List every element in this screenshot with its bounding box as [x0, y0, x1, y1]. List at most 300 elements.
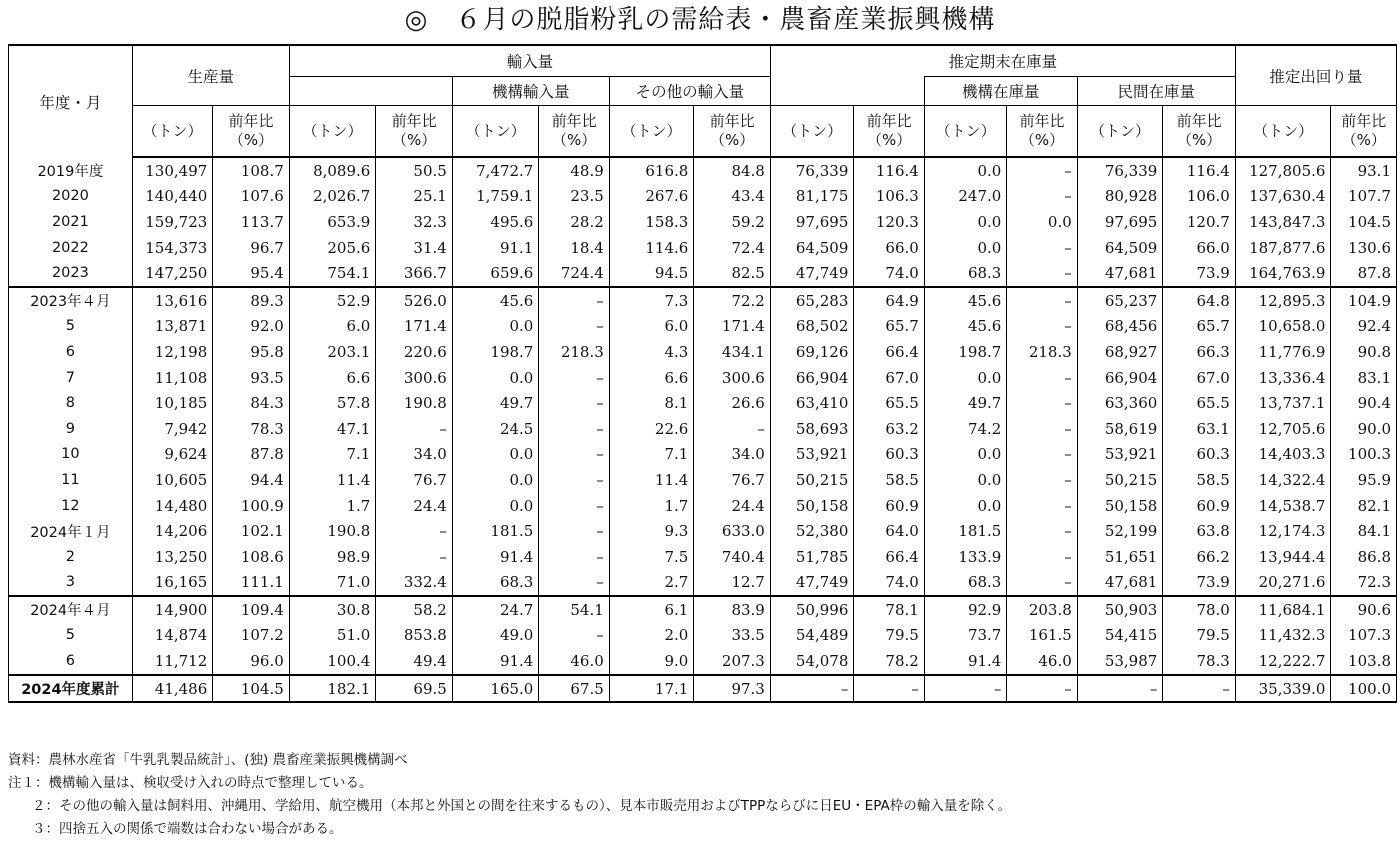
cell-yoy: – [539, 314, 609, 340]
cell-ton: 0.0 [924, 365, 1007, 391]
header-agency-stock: 機構在庫量 [924, 77, 1077, 106]
table-row [9, 339, 1397, 365]
yoy-label: 前年比 [1176, 112, 1222, 130]
cell-ton: 6.1 [609, 596, 694, 623]
table-row [9, 467, 1397, 493]
cell-ton: 50,215 [1077, 467, 1163, 493]
cell-yoy: 58.2 [376, 596, 452, 623]
cell-ton: 91.1 [452, 235, 539, 261]
cell-ton: 91.4 [924, 648, 1007, 675]
cell-ton: 47,749 [770, 570, 854, 597]
cell-yoy: 92.4 [1331, 314, 1397, 340]
header-other-imports: その他の輸入量 [609, 77, 770, 106]
cell-yoy: 104.9 [1331, 287, 1397, 314]
cell-ton: 165.0 [452, 675, 539, 703]
cell-yoy: – [1007, 157, 1077, 184]
cell-ton: 30.8 [289, 596, 376, 623]
row-label: 5 [9, 623, 133, 649]
cell-ton: 0.0 [924, 157, 1007, 184]
cell-ton: 50,215 [770, 467, 854, 493]
cell-yoy: 190.8 [376, 390, 452, 416]
cell-ton: 97,695 [770, 209, 854, 235]
cell-yoy: 63.8 [1163, 518, 1236, 544]
cell-ton: 6.0 [289, 314, 376, 340]
header-est-stock: 推定期末在庫量 [770, 45, 1235, 77]
cell-ton: 98.9 [289, 544, 376, 570]
cell-yoy: 89.3 [213, 287, 290, 314]
unit-yoy [1331, 106, 1397, 158]
cell-yoy: – [1007, 416, 1077, 442]
cell-yoy: 32.3 [376, 209, 452, 235]
cell-ton: 164,763.9 [1235, 260, 1331, 287]
cell-yoy: 82.5 [694, 260, 771, 287]
row-label: 2020 [9, 184, 133, 210]
cell-ton: 68,502 [770, 314, 854, 340]
row-label: 8 [9, 390, 133, 416]
cell-yoy: – [539, 416, 609, 442]
cell-yoy: 111.1 [213, 570, 290, 597]
cell-ton: – [924, 675, 1007, 703]
cell-yoy: 130.6 [1331, 235, 1397, 261]
cell-yoy: – [1007, 365, 1077, 391]
cell-yoy: 72.4 [694, 235, 771, 261]
yoy-label: 前年比 [1341, 112, 1387, 130]
cell-yoy: – [376, 416, 452, 442]
cell-yoy: 78.3 [1163, 648, 1236, 675]
cell-ton: 71.0 [289, 570, 376, 597]
cell-ton: 11,712 [132, 648, 213, 675]
note-source: 資料：農林水産省「牛乳乳製品統計」、(独) 農畜産業振興機構調べ [8, 752, 408, 768]
cell-yoy: 93.5 [213, 365, 290, 391]
cell-yoy: 740.4 [694, 544, 771, 570]
cell-ton: 11,432.3 [1235, 623, 1331, 649]
unit-ton: （トン） [1235, 106, 1331, 158]
cell-ton: 91.4 [452, 648, 539, 675]
cell-ton: 267.6 [609, 184, 694, 210]
cell-ton: 10,185 [132, 390, 213, 416]
cell-yoy: 60.3 [1163, 442, 1236, 468]
cell-yoy: 65.7 [854, 314, 924, 340]
cell-yoy: – [1163, 675, 1236, 703]
cell-ton: 64,509 [1077, 235, 1163, 261]
cell-yoy: 28.2 [539, 209, 609, 235]
header-est-shipments: 推定出回り量 [1235, 45, 1396, 106]
cell-yoy: 100.9 [213, 493, 290, 519]
cell-yoy: – [1007, 544, 1077, 570]
cell-ton: 68.3 [452, 570, 539, 597]
cell-ton: 53,921 [770, 442, 854, 468]
cell-ton: 50,996 [770, 596, 854, 623]
cell-yoy: 74.0 [854, 570, 924, 597]
cell-ton: 0.0 [924, 442, 1007, 468]
cell-ton: 45.6 [924, 287, 1007, 314]
cell-ton: 6.6 [609, 365, 694, 391]
cell-yoy: 171.4 [694, 314, 771, 340]
cell-ton: 68,456 [1077, 314, 1163, 340]
cell-yoy: 58.5 [1163, 467, 1236, 493]
cell-yoy: 78.3 [213, 416, 290, 442]
cell-ton: 181.5 [452, 518, 539, 544]
cell-yoy: 66.3 [1163, 339, 1236, 365]
table-row [9, 235, 1397, 261]
unit-ton: （トン） [452, 106, 539, 158]
row-label: 7 [9, 365, 133, 391]
cell-yoy: – [539, 493, 609, 519]
cell-ton: 1.7 [609, 493, 694, 519]
table-row [9, 544, 1397, 570]
cell-yoy: 66.2 [1163, 544, 1236, 570]
cell-yoy: – [1007, 184, 1077, 210]
cell-yoy: 95.9 [1331, 467, 1397, 493]
yoy-label: 前年比 [551, 112, 597, 130]
cell-yoy: 78.2 [854, 648, 924, 675]
table-row [9, 493, 1397, 519]
cell-ton: 52.9 [289, 287, 376, 314]
cell-yoy: 60.9 [854, 493, 924, 519]
cell-ton: 9.3 [609, 518, 694, 544]
unit-ton: （トン） [1077, 106, 1163, 158]
cell-ton: 76,339 [770, 157, 854, 184]
cell-ton: – [770, 675, 854, 703]
cell-yoy: – [539, 287, 609, 314]
cell-ton: 74.2 [924, 416, 1007, 442]
cell-yoy: 90.8 [1331, 339, 1397, 365]
yoy-label: 前年比 [1019, 112, 1065, 130]
cell-ton: 11,684.1 [1235, 596, 1331, 623]
cell-ton: 7,942 [132, 416, 213, 442]
cell-ton: 203.1 [289, 339, 376, 365]
cell-yoy: 76.7 [376, 467, 452, 493]
cell-yoy: 92.0 [213, 314, 290, 340]
cell-yoy: 46.0 [539, 648, 609, 675]
cell-ton: 53,921 [1077, 442, 1163, 468]
cell-yoy: 50.5 [376, 157, 452, 184]
yoy-unit: （%） [709, 131, 755, 149]
cell-ton: 143,847.3 [1235, 209, 1331, 235]
cell-ton: 159,723 [132, 209, 213, 235]
yoy-label: 前年比 [709, 112, 755, 130]
table-row [9, 675, 1397, 703]
cell-ton: 41,486 [132, 675, 213, 703]
yoy-unit: （%） [551, 131, 597, 149]
cell-yoy: 90.6 [1331, 596, 1397, 623]
cell-ton: 69,126 [770, 339, 854, 365]
cell-yoy: 72.2 [694, 287, 771, 314]
yoy-unit: （%） [391, 131, 437, 149]
cell-ton: 158.3 [609, 209, 694, 235]
cell-ton: 50,903 [1077, 596, 1163, 623]
cell-yoy: 73.9 [1163, 260, 1236, 287]
cell-yoy: – [539, 544, 609, 570]
unit-yoy [854, 106, 924, 158]
cell-yoy: 78.0 [1163, 596, 1236, 623]
cell-yoy: – [539, 467, 609, 493]
cell-yoy: 526.0 [376, 287, 452, 314]
cell-ton: 7.1 [609, 442, 694, 468]
cell-yoy: 12.7 [694, 570, 771, 597]
cell-yoy: 72.3 [1331, 570, 1397, 597]
cell-yoy: 66.0 [854, 235, 924, 261]
cell-ton: 24.7 [452, 596, 539, 623]
cell-ton: 47,681 [1077, 260, 1163, 287]
cell-ton: 54,415 [1077, 623, 1163, 649]
cell-ton: 1.7 [289, 493, 376, 519]
row-label: 9 [9, 416, 133, 442]
cell-ton: 49.0 [452, 623, 539, 649]
cell-yoy: 49.4 [376, 648, 452, 675]
cell-ton: 52,199 [1077, 518, 1163, 544]
row-label: 5 [9, 314, 133, 340]
cell-yoy: – [376, 544, 452, 570]
cell-yoy: 96.7 [213, 235, 290, 261]
cell-yoy: – [1007, 675, 1077, 703]
cell-yoy: 84.3 [213, 390, 290, 416]
cell-yoy: 59.2 [694, 209, 771, 235]
cell-ton: 127,805.6 [1235, 157, 1331, 184]
notes [8, 749, 1011, 841]
row-label: 3 [9, 570, 133, 597]
cell-ton: 17.1 [609, 675, 694, 703]
cell-yoy: 120.3 [854, 209, 924, 235]
cell-yoy: 116.4 [854, 157, 924, 184]
yoy-unit: （%） [1019, 131, 1065, 149]
cell-yoy: 83.9 [694, 596, 771, 623]
cell-yoy: 120.7 [1163, 209, 1236, 235]
cell-ton: 0.0 [452, 314, 539, 340]
table-body [9, 157, 1397, 702]
cell-yoy: 67.0 [854, 365, 924, 391]
cell-ton: 45.6 [452, 287, 539, 314]
cell-ton: 2.0 [609, 623, 694, 649]
cell-ton: 1,759.1 [452, 184, 539, 210]
table-row [9, 209, 1397, 235]
cell-yoy: 100.0 [1331, 675, 1397, 703]
cell-yoy: 66.0 [1163, 235, 1236, 261]
table-row [9, 570, 1397, 597]
cell-yoy: 86.8 [1331, 544, 1397, 570]
cell-yoy: 79.5 [854, 623, 924, 649]
yoy-unit: （%） [228, 131, 274, 149]
cell-yoy: 633.0 [694, 518, 771, 544]
cell-ton: 76,339 [1077, 157, 1163, 184]
cell-ton: 13,944.4 [1235, 544, 1331, 570]
cell-ton: 133.9 [924, 544, 1007, 570]
cell-ton: 616.8 [609, 157, 694, 184]
cell-yoy: – [539, 390, 609, 416]
cell-yoy: 34.0 [694, 442, 771, 468]
cell-ton: 91.4 [452, 544, 539, 570]
cell-yoy: 63.1 [1163, 416, 1236, 442]
cell-ton: 9.0 [609, 648, 694, 675]
cell-yoy: 95.4 [213, 260, 290, 287]
cell-ton: 92.9 [924, 596, 1007, 623]
yoy-label: 前年比 [391, 112, 437, 130]
unit-yoy [376, 106, 452, 158]
unit-ton: （トン） [132, 106, 213, 158]
header-production: 生産量 [132, 45, 289, 106]
cell-ton: 130,497 [132, 157, 213, 184]
cell-yoy: 58.5 [854, 467, 924, 493]
cell-yoy: 97.3 [694, 675, 771, 703]
cell-yoy: 94.4 [213, 467, 290, 493]
unit-ton: （トン） [289, 106, 376, 158]
cell-yoy: 82.1 [1331, 493, 1397, 519]
cell-ton: 65,237 [1077, 287, 1163, 314]
cell-ton: 8,089.6 [289, 157, 376, 184]
cell-yoy: 43.4 [694, 184, 771, 210]
note-2: ２：その他の輸入量は飼料用、沖縄用、学給用、航空機用（本邦と外国との間を往来するもの）、見本市販売用およびTPPならびに日EU・EPA枠の輸入量を除く。 [32, 798, 1011, 814]
cell-yoy: 104.5 [1331, 209, 1397, 235]
cell-yoy: – [1007, 287, 1077, 314]
row-label: 2024年１月 [9, 518, 133, 544]
cell-yoy: 171.4 [376, 314, 452, 340]
cell-yoy: 300.6 [376, 365, 452, 391]
row-label: 11 [9, 467, 133, 493]
cell-ton: 68,927 [1077, 339, 1163, 365]
yoy-unit: （%） [1341, 131, 1386, 149]
cell-ton: 495.6 [452, 209, 539, 235]
cell-ton: 198.7 [452, 339, 539, 365]
cell-ton: 12,198 [132, 339, 213, 365]
cell-yoy: – [1007, 390, 1077, 416]
cell-yoy: 46.0 [1007, 648, 1077, 675]
cell-yoy: – [1007, 235, 1077, 261]
cell-ton: 154,373 [132, 235, 213, 261]
cell-ton: 66,904 [1077, 365, 1163, 391]
cell-ton: 49.7 [924, 390, 1007, 416]
cell-ton: 14,480 [132, 493, 213, 519]
cell-ton: 0.0 [452, 493, 539, 519]
cell-ton: 58,693 [770, 416, 854, 442]
table-row [9, 365, 1397, 391]
cell-ton: 65,283 [770, 287, 854, 314]
cell-yoy: 220.6 [376, 339, 452, 365]
unit-yoy [694, 106, 771, 158]
cell-ton: 10,658.0 [1235, 314, 1331, 340]
cell-yoy: 24.4 [376, 493, 452, 519]
cell-yoy: 48.9 [539, 157, 609, 184]
cell-ton: 11,108 [132, 365, 213, 391]
cell-yoy: 93.1 [1331, 157, 1397, 184]
cell-ton: 7.3 [609, 287, 694, 314]
cell-ton: 653.9 [289, 209, 376, 235]
table-row [9, 390, 1397, 416]
cell-ton: 13,616 [132, 287, 213, 314]
cell-yoy: – [539, 365, 609, 391]
cell-ton: 35,339.0 [1235, 675, 1331, 703]
cell-ton: 14,206 [132, 518, 213, 544]
table-row [9, 287, 1397, 314]
cell-ton: 57.8 [289, 390, 376, 416]
cell-ton: 100.4 [289, 648, 376, 675]
unit-ton: （トン） [770, 106, 854, 158]
cell-yoy: – [539, 570, 609, 597]
cell-ton: 182.1 [289, 675, 376, 703]
cell-yoy: 90.0 [1331, 416, 1397, 442]
cell-yoy: – [1007, 442, 1077, 468]
cell-yoy: 161.5 [1007, 623, 1077, 649]
cell-ton: 2,026.7 [289, 184, 376, 210]
cell-yoy: – [1007, 518, 1077, 544]
cell-ton: 68.3 [924, 260, 1007, 287]
cell-yoy: 90.4 [1331, 390, 1397, 416]
yoy-unit: （%） [1176, 131, 1222, 149]
cell-yoy: 33.5 [694, 623, 771, 649]
cell-yoy: 106.3 [854, 184, 924, 210]
cell-yoy: 218.3 [1007, 339, 1077, 365]
cell-yoy: 300.6 [694, 365, 771, 391]
row-label: 2023 [9, 260, 133, 287]
cell-ton: 13,871 [132, 314, 213, 340]
row-label: 6 [9, 339, 133, 365]
cell-ton: 12,174.3 [1235, 518, 1331, 544]
cell-yoy: – [539, 442, 609, 468]
cell-yoy: 23.5 [539, 184, 609, 210]
cell-yoy: 66.4 [854, 339, 924, 365]
cell-yoy: – [1007, 314, 1077, 340]
cell-ton: 47,681 [1077, 570, 1163, 597]
table-row [9, 648, 1397, 675]
cell-yoy: 69.5 [376, 675, 452, 703]
cell-yoy: 65.5 [1163, 390, 1236, 416]
table-row [9, 314, 1397, 340]
yoy-label: 前年比 [866, 112, 912, 130]
cell-yoy: – [1007, 570, 1077, 597]
unit-ton: （トン） [609, 106, 694, 158]
unit-ton: （トン） [924, 106, 1007, 158]
row-label: 2022 [9, 235, 133, 261]
cell-ton: 140,440 [132, 184, 213, 210]
unit-yoy [1007, 106, 1077, 158]
cell-yoy: 26.6 [694, 390, 771, 416]
cell-ton: – [1077, 675, 1163, 703]
cell-yoy: 87.8 [213, 442, 290, 468]
cell-ton: 7.1 [289, 442, 376, 468]
cell-ton: 12,222.7 [1235, 648, 1331, 675]
cell-yoy: 60.3 [854, 442, 924, 468]
cell-yoy: – [694, 416, 771, 442]
cell-yoy: 84.1 [1331, 518, 1397, 544]
cell-ton: 14,538.7 [1235, 493, 1331, 519]
cell-ton: 0.0 [452, 365, 539, 391]
cell-ton: 7,472.7 [452, 157, 539, 184]
cell-ton: 137,630.4 [1235, 184, 1331, 210]
unit-yoy [1163, 106, 1236, 158]
cell-yoy: 218.3 [539, 339, 609, 365]
cell-yoy: 73.9 [1163, 570, 1236, 597]
cell-yoy: 116.4 [1163, 157, 1236, 184]
cell-yoy: 64.0 [854, 518, 924, 544]
note-3: ３：四捨五入の関係で端数は合わない場合がある。 [32, 821, 343, 837]
cell-ton: 13,336.4 [1235, 365, 1331, 391]
supply-demand-table [8, 44, 1397, 703]
cell-ton: 181.5 [924, 518, 1007, 544]
cell-yoy: 54.1 [539, 596, 609, 623]
table-row [9, 157, 1397, 184]
cell-ton: 6.0 [609, 314, 694, 340]
cell-ton: 4.3 [609, 339, 694, 365]
header-stock-blank [770, 77, 924, 106]
cell-ton: 0.0 [924, 235, 1007, 261]
cell-ton: 247.0 [924, 184, 1007, 210]
cell-ton: 12,895.3 [1235, 287, 1331, 314]
cell-ton: 80,928 [1077, 184, 1163, 210]
cell-ton: 11,776.9 [1235, 339, 1331, 365]
row-label: 2019年度 [9, 157, 133, 184]
cell-yoy: 113.7 [213, 209, 290, 235]
cell-ton: 8.1 [609, 390, 694, 416]
cell-ton: 51,785 [770, 544, 854, 570]
